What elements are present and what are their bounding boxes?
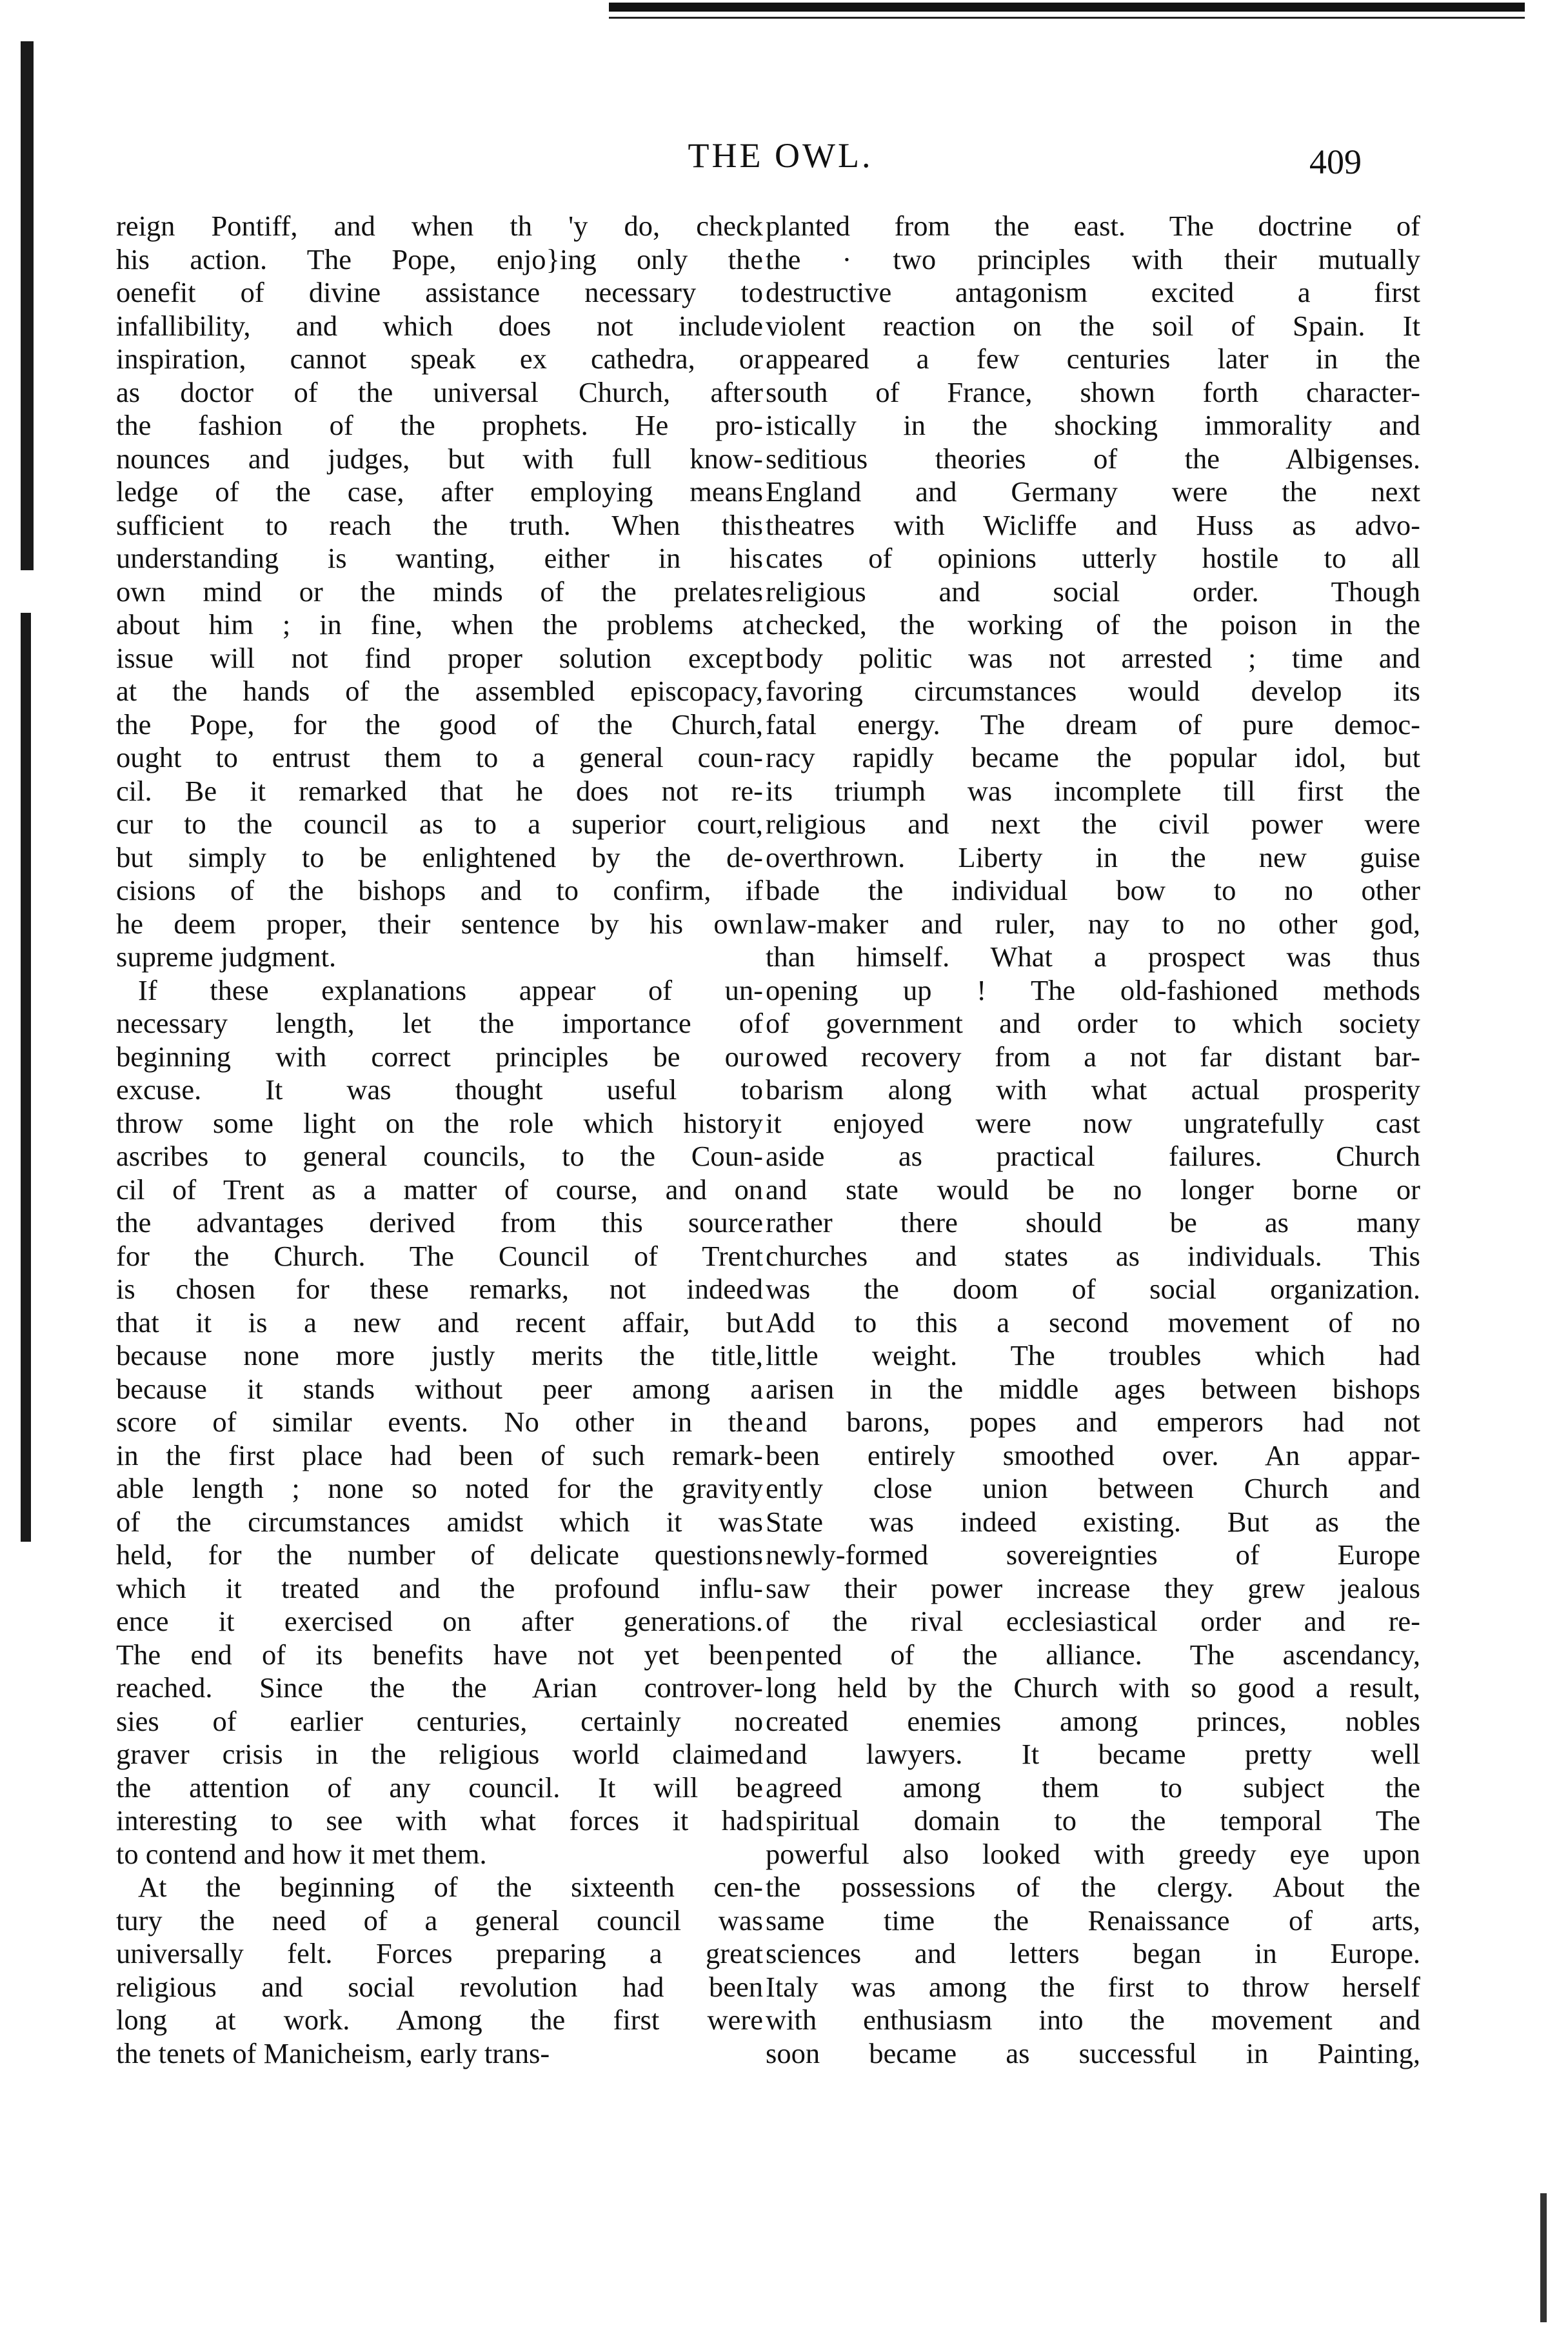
text-line: long at work. Among the first were bbox=[116, 2004, 763, 2036]
text-line: because none more justly merits the title, bbox=[116, 1339, 763, 1371]
text-line: ought to entrust them to a general coun- bbox=[116, 741, 763, 773]
text-line: destructive antagonism excited a first bbox=[766, 276, 1420, 308]
text-line: his action. The Pope, enjo}ing only the bbox=[116, 243, 763, 275]
text-line: of the circumstances amidst which it was bbox=[116, 1505, 763, 1538]
text-line: was the doom of social organization. bbox=[766, 1273, 1420, 1305]
text-line: ledge of the case, after employing means bbox=[116, 475, 763, 508]
text-line: little weight. The troubles which had bbox=[766, 1339, 1420, 1371]
text-line: powerful also looked with greedy eye upon bbox=[766, 1837, 1420, 1870]
text-line: ently close union between Church and bbox=[766, 1472, 1420, 1504]
text-line: body politic was not arrested ; time and bbox=[766, 641, 1420, 674]
text-line: State was indeed existing. But as the bbox=[766, 1505, 1420, 1538]
text-line: pented of the alliance. The ascendancy, bbox=[766, 1638, 1420, 1671]
text-line: the · two principles with their mutually bbox=[766, 243, 1420, 275]
text-line: arisen in the middle ages between bishops bbox=[766, 1372, 1420, 1405]
text-line: sufficient to reach the truth. When this bbox=[116, 508, 763, 541]
text-line: and lawyers. It became pretty well bbox=[766, 1738, 1420, 1770]
text-line: its triumph was incomplete till first the bbox=[766, 774, 1420, 807]
text-line: theatres with Wicliffe and Huss as advo- bbox=[766, 508, 1420, 541]
text-line: south of France, shown forth character- bbox=[766, 375, 1420, 408]
text-line: religious and social order. Though bbox=[766, 575, 1420, 608]
text-line: newly-formed sovereignties of Europe bbox=[766, 1538, 1420, 1571]
top-border-rule-thin bbox=[609, 17, 1525, 19]
text-line: infallibility, and which does not include bbox=[116, 309, 763, 342]
text-line: for the Church. The Council of Trent bbox=[116, 1239, 763, 1272]
text-line: favoring circumstances would develop its bbox=[766, 675, 1420, 707]
text-line: cisions of the bishops and to confirm, if bbox=[116, 874, 763, 906]
text-line: appeared a few centuries later in the bbox=[766, 343, 1420, 375]
text-line: Italy was among the first to throw herself bbox=[766, 1970, 1420, 2003]
text-line: rather there should be as many bbox=[766, 1206, 1420, 1239]
text-line: excuse. It was thought useful to bbox=[116, 1073, 763, 1106]
page-edge-shadow bbox=[1540, 2193, 1547, 2322]
text-line: about him ; in fine, when the problems at bbox=[116, 608, 763, 641]
text-line: held, for the number of delicate questions bbox=[116, 1538, 763, 1571]
text-line: sies of earlier centuries, certainly no bbox=[116, 1704, 763, 1737]
text-line: spiritual domain to the temporal The bbox=[766, 1804, 1420, 1837]
text-line: supreme judgment. bbox=[116, 941, 337, 973]
running-title: THE OWL. bbox=[688, 136, 873, 175]
text-line: the attention of any council. It will be bbox=[116, 1771, 763, 1804]
text-line: ence it exercised on after generations. bbox=[116, 1605, 763, 1637]
text-line: of government and order to which society bbox=[766, 1007, 1420, 1039]
text-line: interesting to see with what forces it had bbox=[116, 1804, 763, 1837]
text-line: the Pope, for the good of the Church, bbox=[116, 708, 763, 741]
text-line: but simply to be enlightened by the de- bbox=[116, 841, 763, 873]
text-line: able length ; none so noted for the gravity bbox=[116, 1472, 763, 1504]
text-line: beginning with correct principles be our bbox=[116, 1040, 763, 1073]
page-number: 409 bbox=[1309, 143, 1362, 181]
text-line: and state would be no longer borne or bbox=[766, 1173, 1420, 1206]
text-line: tury the need of a general council was bbox=[116, 1904, 763, 1937]
text-line: saw their power increase they grew jealous bbox=[766, 1571, 1420, 1604]
text-line: the possessions of the clergy. About the bbox=[766, 1871, 1420, 1903]
text-line: overthrown. Liberty in the new guise bbox=[766, 841, 1420, 873]
right-column bbox=[766, 210, 1420, 2070]
binding-edge-shadow bbox=[21, 41, 34, 570]
text-line: which it treated and the profound influ- bbox=[116, 1571, 763, 1604]
text-line: fatal energy. The dream of pure democ- bbox=[766, 708, 1420, 741]
paragraph bbox=[116, 1871, 763, 2070]
text-line: If these explanations appear of un- bbox=[138, 973, 763, 1006]
text-line: bade the individual bow to no other bbox=[766, 874, 1420, 906]
text-line: planted from the east. The doctrine of bbox=[766, 210, 1420, 242]
text-line: racy rapidly became the popular idol, but bbox=[766, 741, 1420, 773]
text-line: agreed among them to subject the bbox=[766, 1771, 1420, 1804]
text-line: The end of its benefits have not yet been bbox=[116, 1638, 763, 1671]
text-line: than himself. What a prospect was thus bbox=[766, 941, 1420, 973]
text-line: law-maker and ruler, nay to no other god, bbox=[766, 907, 1420, 940]
text-line: reign Pontiff, and when th 'y do, check bbox=[116, 210, 763, 242]
paragraph bbox=[766, 210, 1420, 2070]
text-line: of the rival ecclesiastical order and re- bbox=[766, 1605, 1420, 1637]
paragraph bbox=[116, 210, 763, 974]
text-line: been entirely smoothed over. An appar- bbox=[766, 1439, 1420, 1471]
text-line: to contend and how it met them. bbox=[116, 1837, 487, 1870]
text-line: graver crisis in the religious world claimed bbox=[116, 1738, 763, 1770]
text-line: istically in the shocking immorality and bbox=[766, 409, 1420, 441]
binding-edge-shadow-lower bbox=[21, 613, 31, 1542]
left-column bbox=[116, 210, 763, 2070]
text-line: understanding is wanting, either in his bbox=[116, 542, 763, 574]
text-line: barism along with what actual prosperity bbox=[766, 1073, 1420, 1106]
text-line: aside as practical failures. Church bbox=[766, 1140, 1420, 1172]
paragraph bbox=[116, 974, 763, 1871]
text-line: inspiration, cannot speak ex cathedra, or bbox=[116, 343, 763, 375]
text-line: owed recovery from a not far distant bar- bbox=[766, 1040, 1420, 1073]
text-line: created enemies among princes, nobles bbox=[766, 1704, 1420, 1737]
text-line: is chosen for these remarks, not indeed bbox=[116, 1273, 763, 1305]
text-line: the fashion of the prophets. He pro- bbox=[116, 409, 763, 441]
text-line: cil of Trent as a matter of course, and on bbox=[116, 1173, 763, 1206]
text-line: England and Germany were the next bbox=[766, 475, 1420, 508]
text-line: the tenets of Manicheism, early trans- bbox=[116, 2036, 550, 2069]
text-line: at the hands of the assembled episcopacy, bbox=[116, 675, 763, 707]
text-line: in the first place had been of such remark- bbox=[116, 1439, 763, 1471]
text-line: he deem proper, their sentence by his own bbox=[116, 907, 763, 940]
text-line: religious and social revolution had been bbox=[116, 1970, 763, 2003]
text-line: cil. Be it remarked that he does not re- bbox=[116, 774, 763, 807]
text-line: same time the Renaissance of arts, bbox=[766, 1904, 1420, 1937]
text-line: as doctor of the universal Church, after bbox=[116, 375, 763, 408]
text-line: own mind or the minds of the prelates bbox=[116, 575, 763, 608]
text-line: universally felt. Forces preparing a great bbox=[116, 1937, 763, 1969]
text-line: churches and states as individuals. This bbox=[766, 1239, 1420, 1272]
text-line: it enjoyed were now ungratefully cast bbox=[766, 1106, 1420, 1139]
text-line: cates of opinions utterly hostile to all bbox=[766, 542, 1420, 574]
text-line: At the beginning of the sixteenth cen- bbox=[138, 1871, 763, 1903]
text-line: checked, the working of the poison in the bbox=[766, 608, 1420, 641]
text-line: that it is a new and recent affair, but bbox=[116, 1306, 763, 1339]
text-line: violent reaction on the soil of Spain. It bbox=[766, 309, 1420, 342]
text-line: religious and next the civil power were bbox=[766, 808, 1420, 840]
text-line: reached. Since the the Arian controver- bbox=[116, 1671, 763, 1704]
text-line: throw some light on the role which history bbox=[116, 1106, 763, 1139]
text-line: necessary length, let the importance of bbox=[116, 1007, 763, 1039]
text-line: opening up ! The old-fashioned methods bbox=[766, 973, 1420, 1006]
text-line: score of similar events. No other in the bbox=[116, 1406, 763, 1438]
text-line: with enthusiasm into the movement and bbox=[766, 2004, 1420, 2036]
text-line: nounces and judges, but with full know- bbox=[116, 442, 763, 475]
text-line: long held by the Church with so good a result, bbox=[766, 1671, 1420, 1704]
text-line: and barons, popes and emperors had not bbox=[766, 1406, 1420, 1438]
text-line: ascribes to general councils, to the Coun- bbox=[116, 1140, 763, 1172]
text-line: soon became as successful in Painting, bbox=[766, 2036, 1420, 2069]
text-line: the advantages derived from this source bbox=[116, 1206, 763, 1239]
text-line: because it stands without peer among a bbox=[116, 1372, 763, 1405]
text-line: oenefit of divine assistance necessary to bbox=[116, 276, 763, 308]
text-line: sciences and letters began in Europe. bbox=[766, 1937, 1420, 1969]
text-line: issue will not find proper solution except bbox=[116, 641, 763, 674]
top-border-rule bbox=[609, 3, 1525, 12]
text-line: cur to the council as to a superior court, bbox=[116, 808, 763, 840]
text-line: Add to this a second movement of no bbox=[766, 1306, 1420, 1339]
text-line: seditious theories of the Albigenses. bbox=[766, 442, 1420, 475]
